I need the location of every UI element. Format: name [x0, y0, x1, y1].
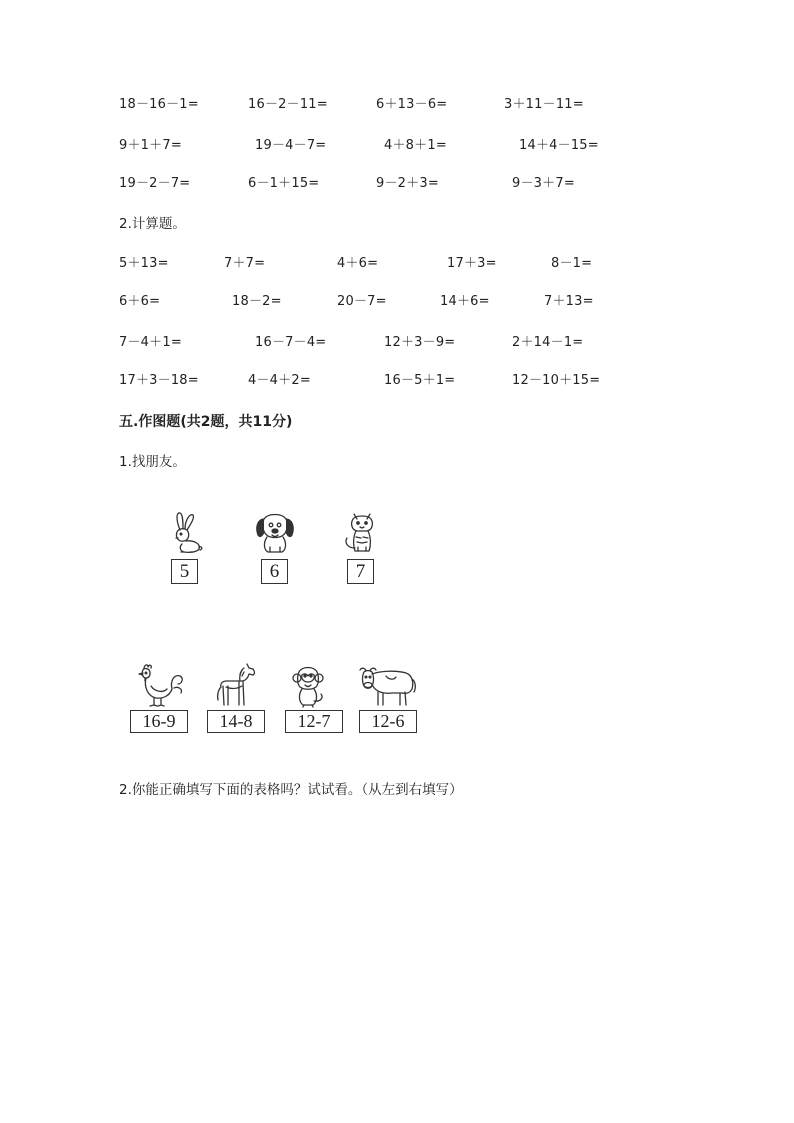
calc-row-3: [0, 333, 794, 353]
expression-box: 14-8: [207, 710, 265, 733]
expression: 20－7=: [337, 294, 387, 309]
calc-row-1: [0, 254, 794, 274]
expression: 9－2＋3=: [376, 176, 439, 191]
expression: 4＋6=: [337, 256, 379, 271]
expression-box: 12-6: [359, 710, 417, 733]
expression: 7＋13=: [544, 294, 594, 309]
expression: 9＋1＋7=: [119, 138, 182, 153]
expression: 16－5＋1=: [384, 373, 456, 388]
expression: 7＋7=: [224, 256, 266, 271]
expression: 18－2=: [232, 294, 282, 309]
expression: 19－2－7=: [119, 176, 191, 191]
expression: 16－7－4=: [255, 335, 327, 350]
calc-row-2: [0, 292, 794, 312]
expression: 17＋3－18=: [119, 373, 199, 388]
cow-illustration: [356, 664, 418, 708]
monkey-illustration: [288, 664, 330, 708]
expression: 8－1=: [551, 256, 593, 271]
expression: 18－16－1=: [119, 97, 199, 112]
expression: 17＋3=: [447, 256, 497, 271]
expression: 2＋14－1=: [512, 335, 584, 350]
number-box: 6: [261, 559, 288, 584]
expression: 6＋13－6=: [376, 97, 448, 112]
expression: 4＋8＋1=: [384, 138, 447, 153]
expression-box: 12-7: [285, 710, 343, 733]
horse-illustration: [213, 660, 259, 708]
number-box: 5: [171, 559, 198, 584]
practice-row-1: [0, 95, 794, 115]
expression: 9－3＋7=: [512, 176, 575, 191]
expression: 4－4＋2=: [248, 373, 311, 388]
expression: 12－10＋15=: [512, 373, 601, 388]
calc-row-4: [0, 371, 794, 391]
tiger-illustration: [338, 510, 382, 554]
rooster-illustration: [134, 662, 186, 708]
expression: 7－4＋1=: [119, 335, 182, 350]
question-2-heading: 2.计算题。: [119, 216, 186, 232]
question-5-1-heading: 1.找朋友。: [119, 454, 186, 470]
section-5-title: 五.作图题(共2题，共11分): [119, 414, 293, 430]
expression: 6－1＋15=: [248, 176, 320, 191]
rabbit-illustration: [166, 510, 206, 554]
expression: 14＋4－15=: [519, 138, 599, 153]
expression: 14＋6=: [440, 294, 490, 309]
expression: 6＋6=: [119, 294, 161, 309]
expression-box: 16-9: [130, 710, 188, 733]
question-5-2-heading: 2.你能正确填写下面的表格吗？试试看。（从左到右填写）: [119, 782, 463, 798]
number-box: 7: [347, 559, 374, 584]
expression: 19－4－7=: [255, 138, 327, 153]
expression: 16－2－11=: [248, 97, 328, 112]
expression: 3＋11－11=: [504, 97, 584, 112]
practice-row-3: [0, 174, 794, 194]
practice-row-2: [0, 136, 794, 156]
dog-illustration: [252, 511, 298, 555]
expression: 12＋3－9=: [384, 335, 456, 350]
expression: 5＋13=: [119, 256, 169, 271]
